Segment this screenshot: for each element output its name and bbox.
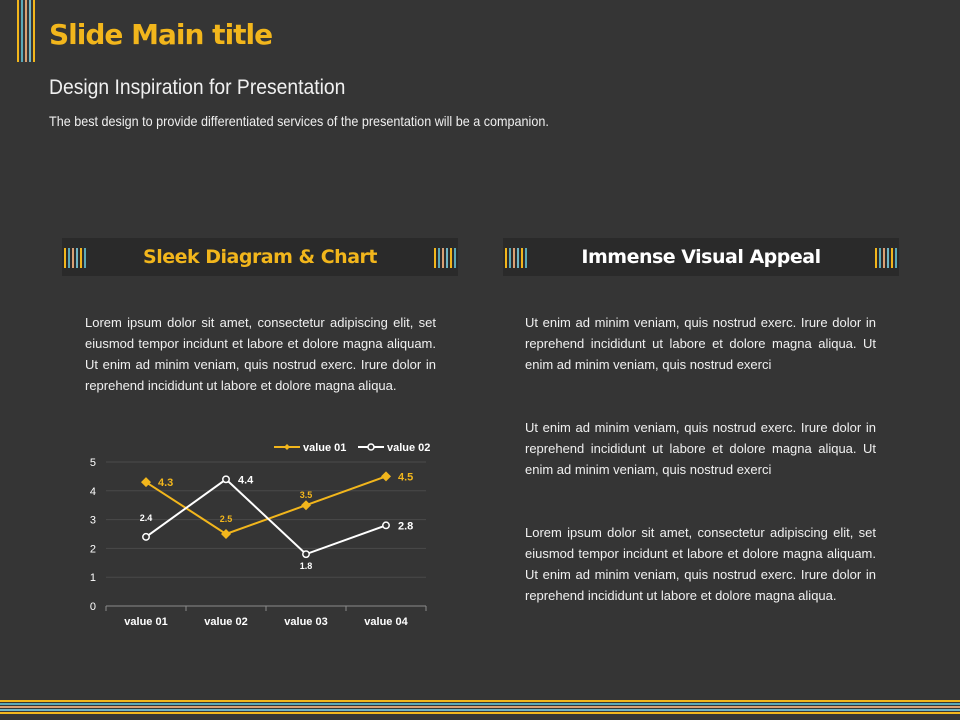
series-line — [146, 476, 386, 534]
slide-description: The best design to provide differentiated services of the presentation will be a companion. — [49, 113, 549, 129]
legend-marker-diamond — [284, 444, 290, 450]
data-point-circle — [303, 551, 309, 557]
data-label: 2.8 — [398, 520, 414, 533]
data-label: 4.3 — [158, 477, 174, 490]
data-label: 4.4 — [238, 474, 254, 487]
data-label: 4.5 — [398, 471, 414, 484]
line-chart — [72, 432, 442, 637]
y-tick-label: 1 — [89, 572, 96, 585]
data-label: 2.5 — [219, 514, 233, 524]
data-label: 1.8 — [299, 561, 313, 572]
legend-label: value 02 — [387, 442, 431, 454]
left-header-deco-left — [64, 248, 86, 268]
line-chart-svg — [72, 432, 442, 637]
y-tick-label: 5 — [89, 457, 96, 469]
x-tick-label: value 01 — [124, 616, 168, 628]
right-header-deco-left — [505, 248, 527, 268]
data-point-diamond — [141, 477, 151, 487]
title-decoration-stripes — [17, 0, 39, 62]
left-panel-body: Lorem ipsum dolor sit amet, consectetur adipiscing elit, set eiusmod tempor incidunt et labore et dolore magna aliquam. Ut enim ad minim veniam, quis nostrud exerc. Irure dolor in reprehend incididunt ut labore et dolore magna aliqua. — [85, 315, 436, 393]
right-panel-paragraph-1: Ut enim ad minim veniam, quis nostrud exerc. Irure dolor in reprehend incididunt ut labore et dolore magna aliqua. Ut enim ad minim veniam, quis nostrud exerci — [525, 315, 876, 372]
right-panel-paragraph-2: Ut enim ad minim veniam, quis nostrud exerc. Irure dolor in reprehend incididunt ut labore et dolore magna aliqua. Ut enim ad minim veniam, quis nostrud exerci — [525, 420, 876, 477]
x-tick-label: value 02 — [204, 616, 248, 628]
slide-title: Slide Main title — [49, 18, 273, 51]
data-point-diamond — [221, 529, 231, 539]
right-panel-header — [503, 238, 899, 276]
left-panel-heading: Sleek Diagram & Chart — [143, 246, 377, 268]
slide-subtitle: Design Inspiration for Presentation — [49, 76, 346, 99]
left-header-deco-right — [434, 248, 456, 268]
bottom-decoration-stripes — [0, 700, 960, 720]
x-tick-label: value 03 — [284, 616, 328, 628]
y-tick-label: 4 — [89, 485, 96, 498]
data-point-circle — [223, 476, 229, 482]
data-label: 2.4 — [139, 512, 153, 523]
right-panel-paragraph-3: Lorem ipsum dolor sit amet, consectetur adipiscing elit, set eiusmod tempor incidunt et labore et dolore magna aliquam. Ut enim ad minim veniam, quis nostrud exerc. Irure dolor in reprehend incididunt ut labore et dolore magna aliqua. — [525, 525, 876, 603]
right-header-deco-right — [875, 248, 897, 268]
right-panel-heading: Immense Visual Appeal — [581, 246, 821, 268]
legend-label: value 01 — [303, 442, 347, 454]
y-tick-label: 2 — [89, 543, 96, 556]
data-label: 3.5 — [299, 490, 313, 501]
y-tick-label: 0 — [89, 601, 96, 613]
left-panel-header — [62, 238, 458, 276]
data-point-diamond — [381, 471, 391, 481]
x-tick-label: value 04 — [364, 616, 408, 628]
y-tick-label: 3 — [89, 514, 96, 527]
data-point-circle — [143, 534, 149, 540]
data-point-diamond — [301, 500, 311, 510]
legend-marker-circle — [368, 444, 374, 450]
data-point-circle — [383, 522, 389, 528]
